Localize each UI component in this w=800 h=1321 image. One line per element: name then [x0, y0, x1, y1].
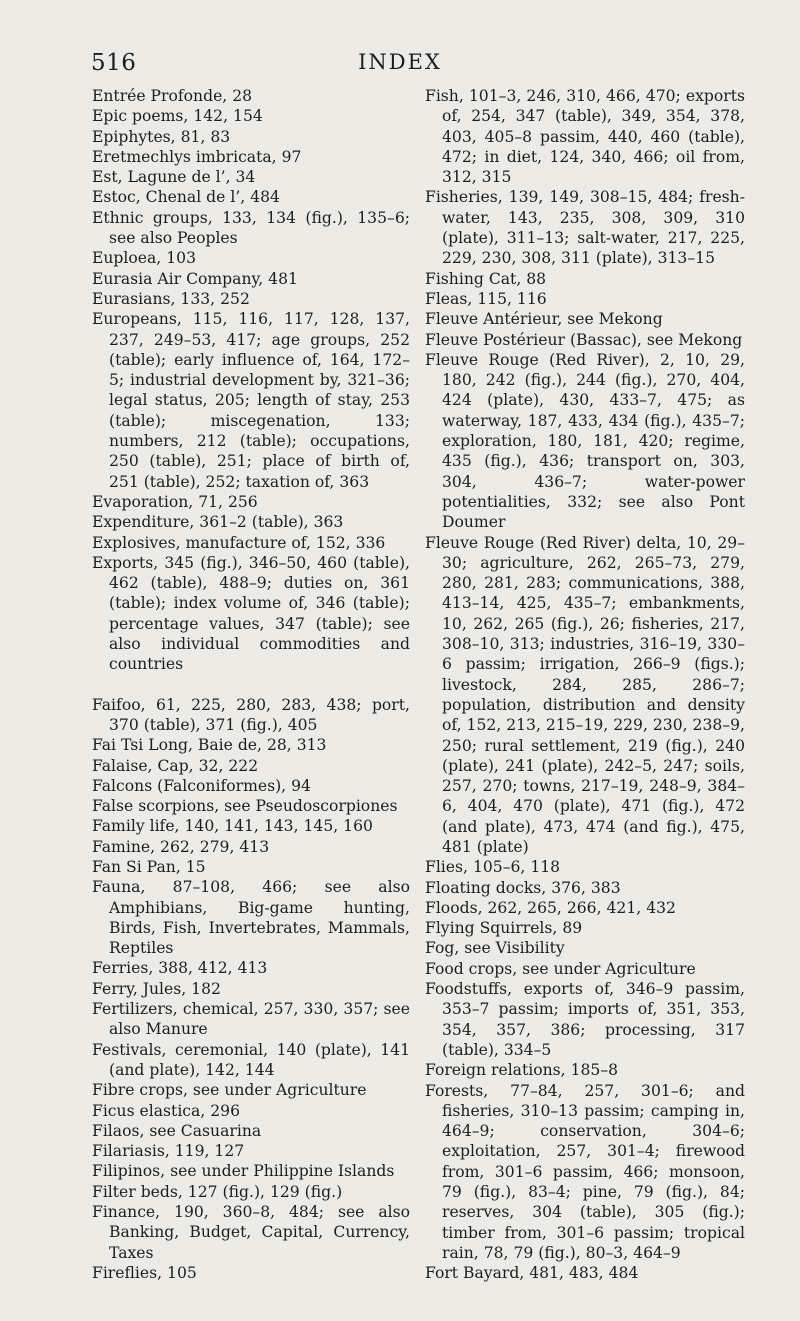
index-entry: Explosives, manufacture of, 152, 336: [92, 533, 386, 552]
index-entry: Fauna, 87–108, 466; see also Amphibians, Big-game hunting, Birds, Fish, Invertebrates, Mammals, Reptiles: [92, 878, 410, 958]
index-entry: Finance, 190, 360–8, 484; see also Banking, Budget, Capital, Currency, Taxes: [92, 1203, 410, 1262]
index-column-right: [425, 86, 745, 1284]
index-entry: Fibre crops, see under Agriculture: [92, 1081, 367, 1100]
index-entry: Est, Lagune de l’, 34: [92, 168, 256, 187]
index-entry: Falcons (Falconiformes), 94: [92, 776, 311, 795]
index-entry: Eretmechlys imbricata, 97: [92, 147, 302, 166]
index-entry: Ferry, Jules, 182: [92, 979, 221, 998]
index-entry: Entrée Profonde, 28: [92, 87, 253, 105]
index-entry: Exports, 345 (fig.), 346–50, 460 (table), 462 (table), 488–9; duties on, 361 (table); index volume of, 346 (table); percentage values, 347 (table); see also individual commodities and countries: [92, 553, 410, 674]
index-entry: Epiphytes, 81, 83: [92, 127, 231, 146]
index-entry: Floods, 262, 265, 266, 421, 432: [425, 898, 676, 917]
page-number: 516: [91, 50, 137, 76]
index-entry: Fireflies, 105: [92, 1263, 197, 1282]
index-column-left: [92, 86, 410, 1283]
index-entry: Estoc, Chenal de l’, 484: [92, 188, 280, 207]
index-entry: Expenditure, 361–2 (table), 363: [92, 513, 344, 532]
index-entry: Euploea, 103: [92, 249, 196, 268]
index-entry: Filter beds, 127 (fig.), 129 (fig.): [92, 1182, 343, 1201]
index-entry: Ferries, 388, 412, 413: [92, 959, 268, 978]
index-entry: Europeans, 115, 116, 117, 128, 137, 237, 249–53, 417; age groups, 252 (table); early influence of, 164, 172–5; industrial development by, 321–36; legal status, 205; length of stay, 253 (table); miscegenation, 133; numbers, 212 (table); occupations, 250 (table), 251; place of birth of, 251 (table), 252; taxation of, 363: [92, 310, 410, 491]
index-entry: Fishing Cat, 88: [425, 269, 547, 288]
index-entry: Ficus elastica, 296: [92, 1101, 241, 1120]
index-entry: Fleuve Postérieur (Bassac), see Mekong: [425, 330, 743, 349]
index-entry: Festivals, ceremonial, 140 (plate), 141 (and plate), 142, 144: [92, 1040, 410, 1079]
index-entry: Fish, 101–3, 246, 310, 466, 470; exports of, 254, 347 (table), 349, 354, 378, 403, 405–8 passim, 440, 460 (table), 472; in diet, 124, 340, 466; oil from, 312, 315: [425, 87, 745, 187]
index-entry: Faifoo, 61, 225, 280, 283, 438; port, 370 (table), 371 (fig.), 405: [92, 695, 410, 734]
index-entry: Eurasians, 133, 252: [92, 289, 250, 308]
index-entry: Famine, 262, 279, 413: [92, 837, 270, 856]
index-entry: False scorpions, see Pseudoscorpiones: [92, 797, 398, 816]
index-entry: Fleuve Rouge (Red River) delta, 10, 29–30; agriculture, 262, 265–73, 279, 280, 281, 283; communications, 388, 413–14, 425, 435–7; embankments, 10, 262, 265 (fig.), 26; fisheries, 217, 308–10, 313; industries, 316–19, 330–6 passim; irrigation, 266–9 (figs.); livestock, 284, 285, 286–7; population, distribution and density of, 152, 213, 215–19, 229, 230, 238–9, 250; rural settlement, 219 (fig.), 240 (plate), 241 (plate), 242–5, 247; soils, 257, 270; towns, 217–19, 248–9, 384–6, 404, 470 (plate), 471 (fig.), 472 (and plate), 473, 474 (and fig.), 475, 481 (plate): [425, 533, 745, 856]
index-entry: Evaporation, 71, 256: [92, 492, 258, 511]
index-entry: Filariasis, 119, 127: [92, 1142, 245, 1161]
index-entry: Filaos, see Casuarina: [92, 1121, 262, 1140]
index-entry: Floating docks, 376, 383: [425, 878, 621, 897]
index-entry: Flies, 105–6, 118: [425, 858, 561, 877]
index-entry: Foreign relations, 185–8: [425, 1061, 619, 1080]
index-entry: Fertilizers, chemical, 257, 330, 357; see also Manure: [92, 1000, 410, 1039]
index-entry: Fleuve Antérieur, see Mekong: [425, 310, 663, 329]
index-entry: Fisheries, 139, 149, 308–15, 484; fresh-water, 143, 235, 308, 309, 310 (plate), 311–13; salt-water, 217, 225, 229, 230, 308, 311 (plate), 313–15: [425, 188, 745, 268]
index-entry: Forests, 77–84, 257, 301–6; and fisheries, 310–13 passim; camping in, 464–9; conservation, 304–6; exploitation, 257, 301–4; firewood from, 301–6 passim, 466; monsoon, 79 (fig.), 83–4; pine, 79 (fig.), 84; reserves, 304 (table), 305 (fig.); timber from, 301–6 passim; tropical rain, 78, 79 (fig.), 80–3, 464–9: [425, 1081, 745, 1262]
index-entry: Fan Si Pan, 15: [92, 857, 206, 876]
index-entry: Falaise, Cap, 32, 222: [92, 756, 259, 775]
index-entry: Foodstuffs, exports of, 346–9 passim, 353–7 passim; imports of, 351, 353, 354, 357, 386; processing, 317 (table), 334–5: [425, 980, 745, 1059]
index-entry: Fog, see Visibility: [425, 939, 565, 958]
index-entry: Fort Bayard, 481, 483, 484: [425, 1264, 639, 1283]
index-entry: Filipinos, see under Philippine Islands: [92, 1162, 395, 1181]
index-entry: Epic poems, 142, 154: [92, 107, 263, 126]
index-entry: Food crops, see under Agriculture: [425, 959, 696, 978]
index-entry: Family life, 140, 141, 143, 145, 160: [92, 817, 373, 836]
index-entry: Flying Squirrels, 89: [425, 919, 583, 938]
index-entry: Fai Tsi Long, Baie de, 28, 313: [92, 736, 327, 755]
index-entry: Ethnic groups, 133, 134 (fig.), 135–6; see also Peoples: [92, 208, 410, 248]
index-entry: Fleas, 115, 116: [425, 289, 547, 308]
index-entry: Eurasia Air Company, 481: [92, 269, 298, 288]
running-head-title: INDEX: [358, 50, 442, 74]
index-entry: Fleuve Rouge (Red River), 2, 10, 29, 180, 242 (fig.), 244 (fig.), 270, 404, 424 (plate), 430, 433–7, 475; as waterway, 187, 433, 434 (fig.), 435–7; exploration, 180, 181, 420; regime, 435 (fig.), 436; transport on, 303, 304, 436–7; water-power potentialities, 332; see also Pont Doumer: [425, 350, 745, 532]
